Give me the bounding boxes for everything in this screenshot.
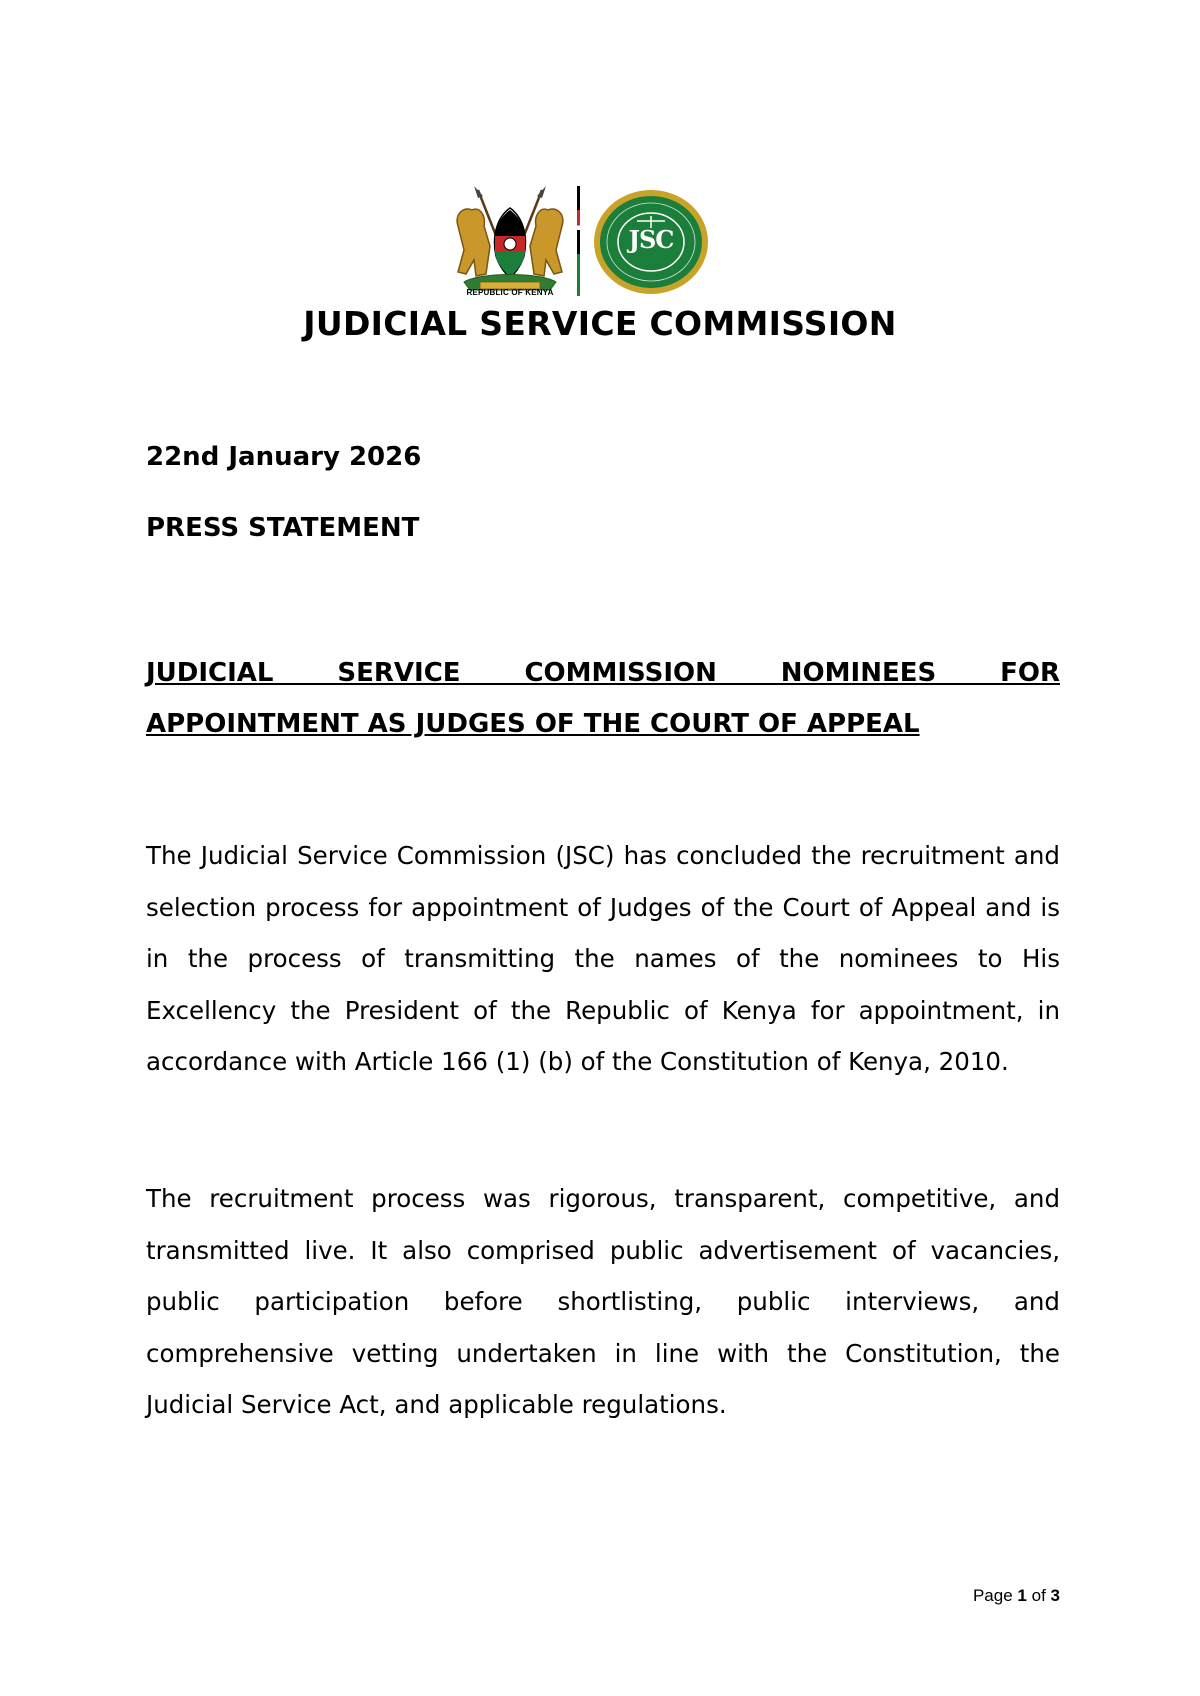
paragraph-1: The Judicial Service Commission (JSC) has concluded the recruitment and selection process for appointment of Judges of the Court of Appeal and is in the process of transmitting the names of the nominees to His Excellency the President of the Republic of Kenya for appointment, in accordance with Article 166 (1) (b) of the Constitution of Kenya, 2010.	[146, 841, 1060, 1076]
letterhead-divider	[577, 186, 580, 296]
document-heading: JUDICIAL SERVICE COMMISSION NOMINEES FOR APPOINTMENT AS JUDGES OF THE COURT OF APPEAL	[146, 658, 1060, 739]
document-date: 22nd January 2026	[146, 442, 422, 472]
organization-name: JUDICIAL SERVICE COMMISSION	[303, 304, 897, 343]
current-page-number: 1	[1017, 1586, 1027, 1605]
page-word: Page	[972, 1586, 1013, 1605]
total-page-count: 3	[1050, 1586, 1060, 1605]
coat-of-arms-icon	[450, 186, 570, 302]
paragraph-2: The recruitment process was rigorous, transparent, competitive, and transmitted live. It also comprised public advertisement of vacancies, public participation before shortlisting, public interviews, and comprehensive vetting undertaken in line with the Constitution, the Judicial Service Act, and applicable regulations.	[146, 1184, 1060, 1419]
of-word: of	[1031, 1586, 1046, 1605]
jsc-seal-monogram: JSC	[628, 225, 674, 254]
coat-of-arms-caption: REPUBLIC OF KENYA	[466, 288, 554, 297]
letterhead	[0, 0, 1200, 360]
document-type: PRESS STATEMENT	[146, 513, 420, 543]
page-number-footer	[960, 1586, 1060, 1606]
